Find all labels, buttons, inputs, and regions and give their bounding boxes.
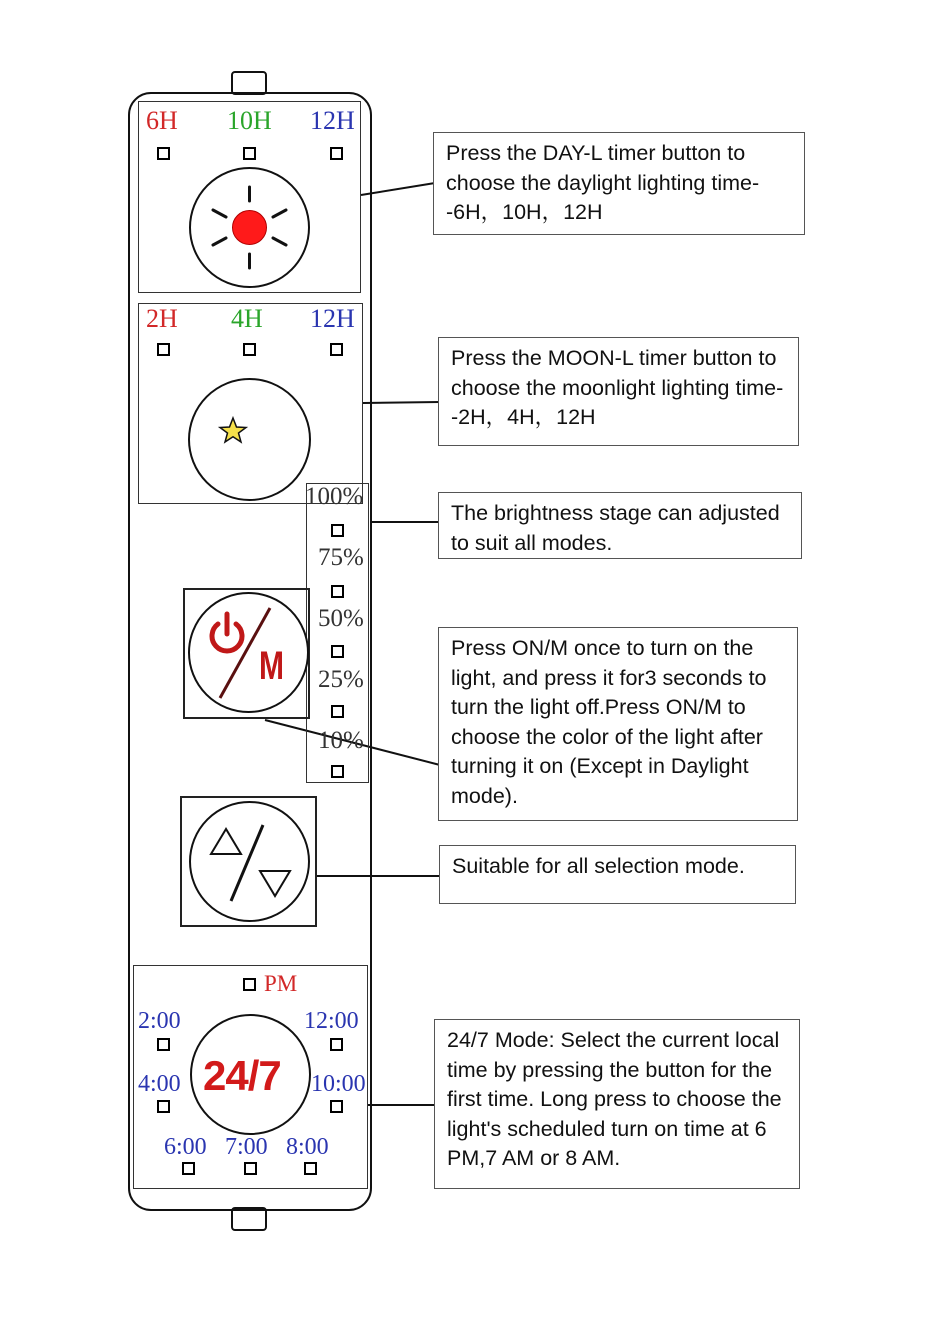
brightness-level-75: 75% — [318, 544, 364, 571]
callout-moon-timer: Press the MOON-L timer button to choose the moonlight lighting time--2H，4H，12H — [438, 337, 799, 446]
brightness-indicator-25 — [331, 705, 344, 718]
leader-day — [361, 183, 435, 195]
time-7-00: 7:00 — [225, 1134, 268, 1160]
moon-indicator-12h — [330, 343, 343, 356]
callout-select: Suitable for all selection mode. — [439, 845, 796, 904]
time-indicator-8-00 — [304, 1162, 317, 1175]
day-option-10h: 10H — [227, 106, 272, 135]
pm-indicator — [243, 978, 256, 991]
brightness-indicator-10 — [331, 765, 344, 778]
moon-indicator-2h — [157, 343, 170, 356]
callout-schedule: 24/7 Mode: Select the current local time by pressing the button for the first time. Long press to choose the light's scheduled turn on time at 6 PM,7 AM or 8 AM. — [434, 1019, 800, 1189]
time-2-00: 2:00 — [138, 1008, 181, 1034]
moon-timer-button[interactable] — [188, 378, 311, 501]
time-6-00: 6:00 — [164, 1134, 207, 1160]
device-top-tab — [232, 72, 266, 94]
moon-option-12h: 12H — [310, 304, 355, 333]
brightness-indicator-100 — [331, 524, 344, 537]
time-8-00: 8:00 — [286, 1134, 329, 1160]
day-indicator-6h — [157, 147, 170, 160]
moon-option-2h: 2H — [146, 304, 178, 333]
time-indicator-10-00 — [330, 1100, 343, 1113]
time-10-00: 10:00 — [311, 1071, 366, 1097]
device-bottom-tab — [232, 1208, 266, 1230]
time-12-00: 12:00 — [304, 1008, 359, 1034]
sun-icon — [191, 169, 308, 286]
time-indicator-12-00 — [330, 1038, 343, 1051]
time-indicator-4-00 — [157, 1100, 170, 1113]
brightness-indicator-50 — [331, 645, 344, 658]
callout-day-timer: Press the DAY-L timer button to choose the daylight lighting time--6H，10H，12H — [433, 132, 805, 235]
day-timer-button[interactable] — [189, 167, 310, 288]
time-indicator-6-00 — [182, 1162, 195, 1175]
day-indicator-12h — [330, 147, 343, 160]
day-option-6h: 6H — [146, 106, 178, 135]
moon-star-icon — [190, 380, 309, 499]
brightness-level-50: 50% — [318, 605, 364, 632]
time-indicator-7-00 — [244, 1162, 257, 1175]
brightness-level-25: 25% — [318, 666, 364, 693]
time-4-00: 4:00 — [138, 1071, 181, 1097]
power-mode-button[interactable] — [188, 592, 309, 713]
day-indicator-10h — [243, 147, 256, 160]
time-indicator-2-00 — [157, 1038, 170, 1051]
moon-indicator-4h — [243, 343, 256, 356]
callout-power-mode: Press ON/M once to turn on the light, and press it for3 seconds to turn the light off.Press ON/M to choose the color of the light after turning it on (Except in Daylight mode). — [438, 627, 798, 821]
schedule-247-label: 24/7 — [203, 1052, 281, 1099]
brightness-indicator-75 — [331, 585, 344, 598]
brightness-level-100: 100% — [305, 483, 364, 510]
schedule-247-button[interactable] — [190, 1014, 311, 1135]
pm-label: PM — [264, 971, 298, 996]
day-option-12h: 12H — [310, 106, 355, 135]
up-down-triangle-icon — [191, 803, 308, 920]
up-down-select-button[interactable] — [189, 801, 310, 922]
callout-brightness: The brightness stage can adjusted to suit all modes. — [438, 492, 802, 559]
power-mode-icon — [190, 594, 307, 711]
moon-option-4h: 4H — [231, 304, 263, 333]
brightness-level-10: 10% — [318, 727, 364, 754]
leader-moon — [363, 402, 440, 403]
mode-letter: M — [259, 644, 284, 688]
